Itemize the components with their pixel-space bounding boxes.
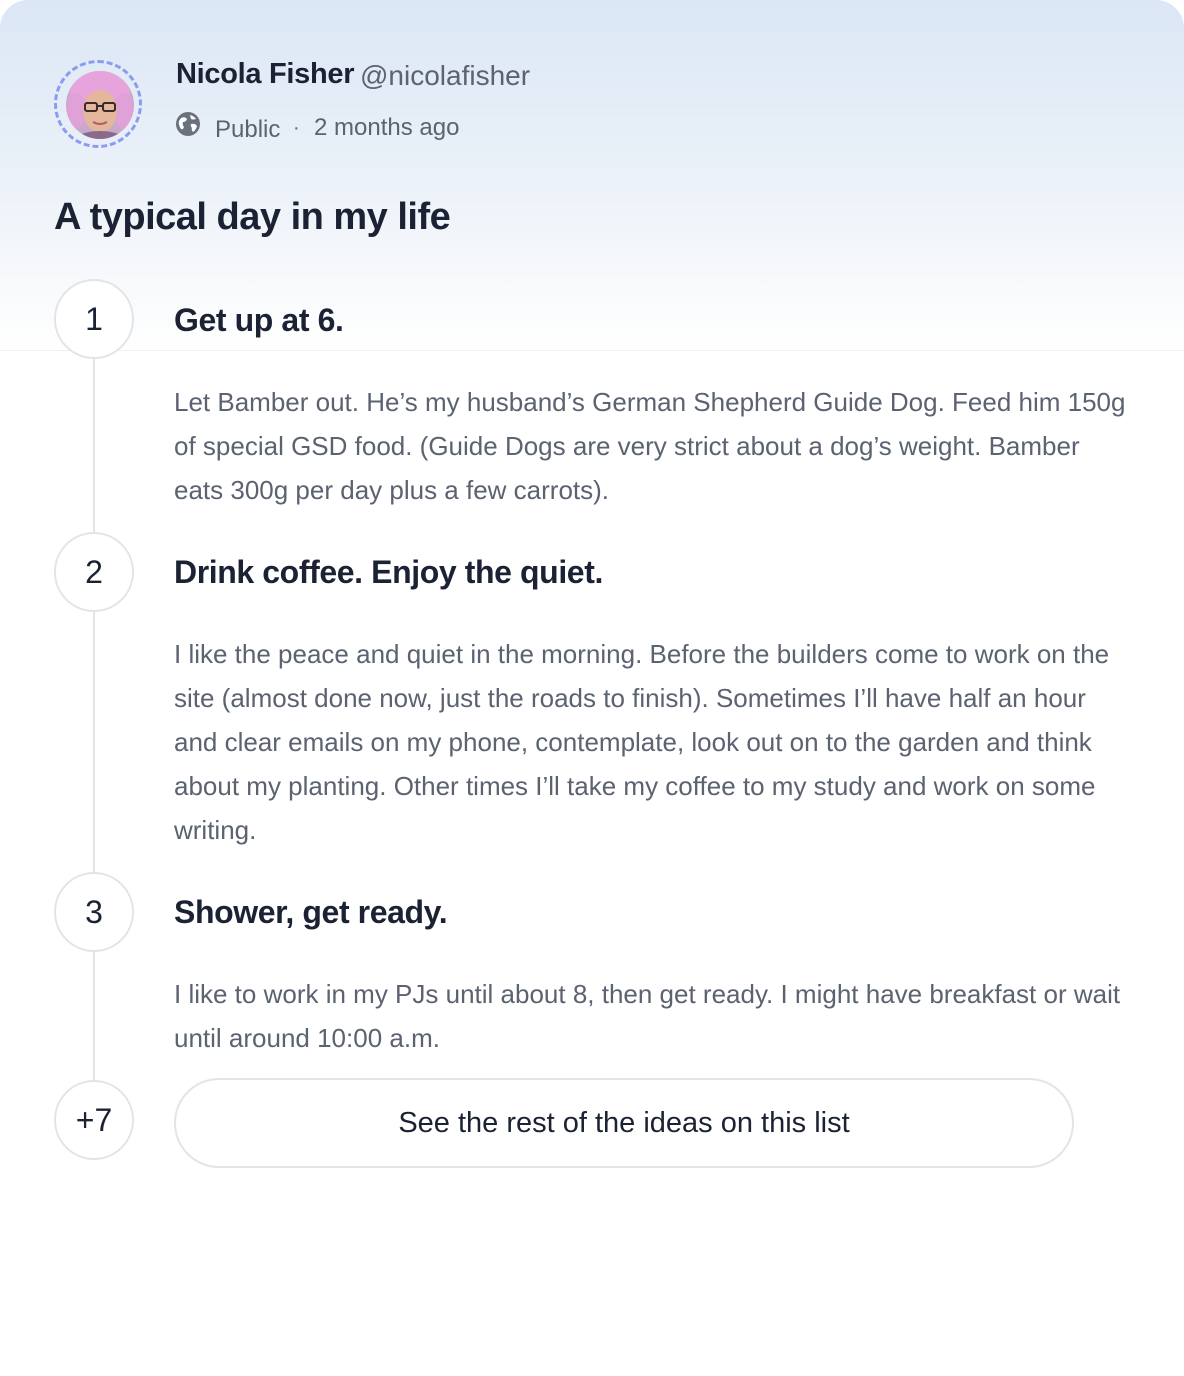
- visibility-label: Public: [215, 116, 281, 143]
- item-body: I like the peace and quiet in the morning. Before the builders come to work on the site (almost done now, just the roads to finish). Sometimes I’ll have half an hour and clear emails on my phone, contemplate, look out on to the garden and think about my planting. Other times I’ll take my coffee to my study and work on some writing.: [174, 639, 1110, 845]
- post-time[interactable]: 2 months ago: [314, 114, 460, 141]
- globe-icon: [175, 111, 201, 137]
- item-title: Drink coffee. Enjoy the quiet.: [174, 554, 603, 590]
- item-title: Shower, get ready.: [174, 894, 448, 930]
- list-title: A typical day in my life: [54, 196, 451, 238]
- meta-separator: ·: [293, 117, 300, 139]
- author-name[interactable]: Nicola Fisher: [176, 58, 355, 90]
- item-body: Let Bamber out. He’s my husband’s German Shepherd Guide Dog. Feed him 150g of special GSD food. (Guide Dogs are very strict about a dog’s weight. Bamber eats 300g per day plus a few carrots).: [174, 387, 1126, 505]
- item-number: 1: [54, 279, 134, 359]
- item-number: 3: [54, 872, 134, 952]
- item-title: Get up at 6.: [174, 302, 344, 338]
- more-count: +7: [54, 1080, 134, 1160]
- item-number: 2: [54, 532, 134, 612]
- timeline-line: [93, 318, 95, 1120]
- header-background: [0, 0, 1184, 351]
- author-handle[interactable]: @nicolafisher: [360, 60, 531, 91]
- item-body: I like to work in my PJs until about 8, then get ready. I might have breakfast or wait until around 10:00 a.m.: [174, 979, 1121, 1053]
- see-rest-button[interactable]: See the rest of the ideas on this list: [174, 1078, 1074, 1168]
- avatar[interactable]: [66, 71, 134, 139]
